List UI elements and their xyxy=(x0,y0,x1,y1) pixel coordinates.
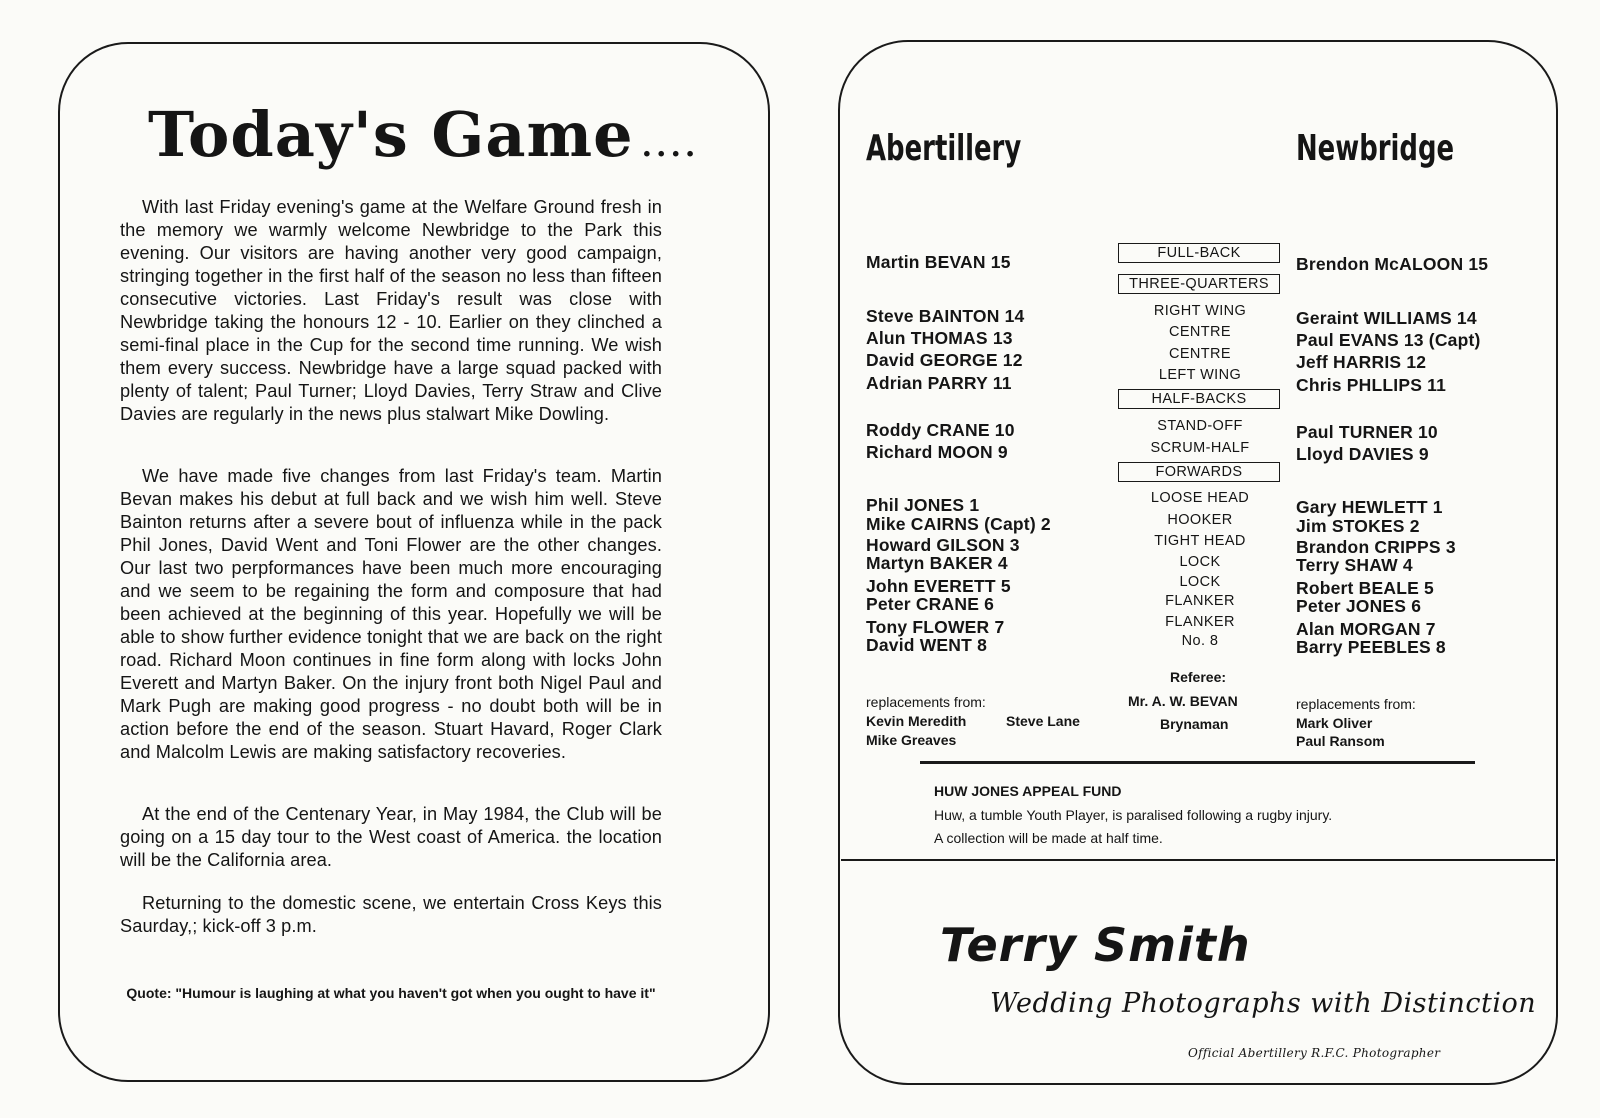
away-replacements-label: replacements from: xyxy=(1296,696,1416,712)
away-player: Brandon CRIPPS 3 xyxy=(1296,537,1456,557)
away-player: Robert BEALE 5 xyxy=(1296,578,1434,598)
home-player: Tony FLOWER 7 xyxy=(866,617,1005,637)
position-label: CENTRE xyxy=(1168,324,1231,340)
away-player: Brendon McALOON 15 xyxy=(1296,254,1489,274)
home-player: Richard MOON 9 xyxy=(866,442,1008,462)
section-forwards: FORWARDS xyxy=(1118,462,1280,482)
title-text: Today's Game xyxy=(148,98,634,171)
home-player: Alun THOMAS 13 xyxy=(866,328,1013,348)
away-player: Paul TURNER 10 xyxy=(1296,422,1438,442)
home-player: Mike CAIRNS (Capt) 2 xyxy=(866,514,1051,534)
away-replacement: Mark Oliver xyxy=(1296,715,1373,731)
away-player: Alan MORGAN 7 xyxy=(1296,619,1436,639)
title-dots: .... xyxy=(641,129,700,164)
page-title xyxy=(148,98,699,171)
home-player: Phil JONES 1 xyxy=(866,495,980,515)
position-label: FLANKER xyxy=(1165,614,1235,630)
appeal-title: HUW JONES APPEAL FUND xyxy=(934,783,1122,799)
away-player: Geraint WILLIAMS 14 xyxy=(1296,308,1477,328)
fixture-paragraph: Returning to the domestic scene, we entertain Cross Keys this Saurday,; kick-off 3 p.m. xyxy=(120,893,662,936)
home-replacement: Mike Greaves xyxy=(866,732,957,748)
tour-paragraph: At the end of the Centenary Year, in May 1984, the Club will be going on a 15 day tour to the West coast of America. the location will be the California area. xyxy=(120,804,662,870)
referee-label: Referee: xyxy=(1170,669,1227,685)
home-player: Martyn BAKER 4 xyxy=(866,553,1008,573)
home-team-name: Abertillery xyxy=(866,128,1022,169)
home-replacements-label: replacements from: xyxy=(866,694,986,710)
quote: Quote: "Humour is laughing at what you haven't got when you ought to have it" xyxy=(126,985,656,1001)
position-label: LOOSE HEAD xyxy=(1150,490,1250,506)
away-player: Peter JONES 6 xyxy=(1296,596,1422,616)
advert-note: Official Abertillery R.F.C. Photographer xyxy=(1188,1046,1441,1060)
home-player: John EVERETT 5 xyxy=(866,576,1011,596)
position-label: SCRUM-HALF xyxy=(1150,440,1250,456)
home-replacement: Kevin Meredith xyxy=(866,713,967,729)
position-label: RIGHT WING xyxy=(1153,303,1247,319)
home-player: Peter CRANE 6 xyxy=(866,594,995,614)
position-label: CENTRE xyxy=(1168,346,1231,362)
away-player: Gary HEWLETT 1 xyxy=(1296,497,1443,517)
away-player: Jim STOKES 2 xyxy=(1296,516,1420,536)
position-label: STAND-OFF xyxy=(1157,418,1243,434)
position-label: HOOKER xyxy=(1167,512,1233,528)
home-player: Adrian PARRY 11 xyxy=(866,373,1012,393)
section-full-back: FULL-BACK xyxy=(1118,243,1280,263)
away-team-name: Newbridge xyxy=(1296,128,1455,169)
position-label: LOCK xyxy=(1179,554,1221,570)
home-player: David GEORGE 12 xyxy=(866,350,1023,370)
section-half-backs: HALF-BACKS xyxy=(1118,389,1280,409)
advert-name: Terry Smith xyxy=(940,918,1251,972)
appeal-line-1: Huw, a tumble Youth Player, is paralised following a rugby injury. xyxy=(934,807,1333,823)
home-replacement: Steve Lane xyxy=(1006,713,1080,729)
position-label: No. 8 xyxy=(1181,633,1219,649)
position-label: LEFT WING xyxy=(1158,367,1242,383)
referee-town: Brynaman xyxy=(1160,716,1229,732)
home-player: David WENT 8 xyxy=(866,635,988,655)
section-three-quarters: THREE-QUARTERS xyxy=(1118,274,1280,294)
divider-thick xyxy=(920,761,1475,764)
away-player: Barry PEEBLES 8 xyxy=(1296,637,1446,657)
home-player: Howard GILSON 3 xyxy=(866,535,1020,555)
intro-paragraph: With last Friday evening's game at the Welfare Ground fresh in the memory we warmly welcome Newbridge to the Park this evening. Our visitors are having another very good campaign, stringing together in the first half of the season no less than fifteen consecutive victories. Last Friday's result was close with Newbridge taking the honours 12 - 10. Earlier on they clinched a semi-final place in the Cup for the second time running. We wish them every success. Newbridge have a large squad packed with plenty of talent; Paul Turner; Lloyd Davies, Terry Straw and Clive Davies are regularly in the news plus stalwart Mike Dowling. xyxy=(120,197,662,424)
position-label: TIGHT HEAD xyxy=(1154,533,1246,549)
appeal-line-2: A collection will be made at half time. xyxy=(934,830,1163,846)
home-player: Martin BEVAN 15 xyxy=(866,252,1011,272)
divider-thin xyxy=(841,859,1555,861)
away-player: Jeff HARRIS 12 xyxy=(1296,352,1427,372)
away-replacement: Paul Ransom xyxy=(1296,733,1385,749)
away-player: Paul EVANS 13 (Capt) xyxy=(1296,330,1481,350)
team-changes-paragraph: We have made five changes from last Friday's team. Martin Bevan makes his debut at full back and we wish him well. Steve Bainton returns after a severe bout of influenza while in the pack Phil Jones, David Went and Toni Flower are the other changes. Our last two perpformances have been much more encouraging and we seem to be regaining the form and composure that had been achieved at the beginning of this year. Hopefully we will be able to show further evidence tonight that we are back on the right road. Richard Moon continues in fine form along with locks John Everett and Martyn Baker. On the injury front both Nigel Paul and Mark Pugh are making good progress - no doubt both will be in action before the end of the season. Stuart Havard, Roger Clark and Malcolm Lewis are making satisfactory recoveries. xyxy=(120,466,662,762)
referee-name: Mr. A. W. BEVAN xyxy=(1128,693,1238,709)
home-player: Roddy CRANE 10 xyxy=(866,420,1015,440)
position-label: FLANKER xyxy=(1165,593,1235,609)
home-player: Steve BAINTON 14 xyxy=(866,306,1025,326)
away-player: Terry SHAW 4 xyxy=(1296,555,1413,575)
away-player: Lloyd DAVIES 9 xyxy=(1296,444,1429,464)
advert-tagline: Wedding Photographs with Distinction xyxy=(990,988,1537,1019)
position-label: LOCK xyxy=(1179,574,1221,590)
away-player: Chris PHLLIPS 11 xyxy=(1296,375,1447,395)
